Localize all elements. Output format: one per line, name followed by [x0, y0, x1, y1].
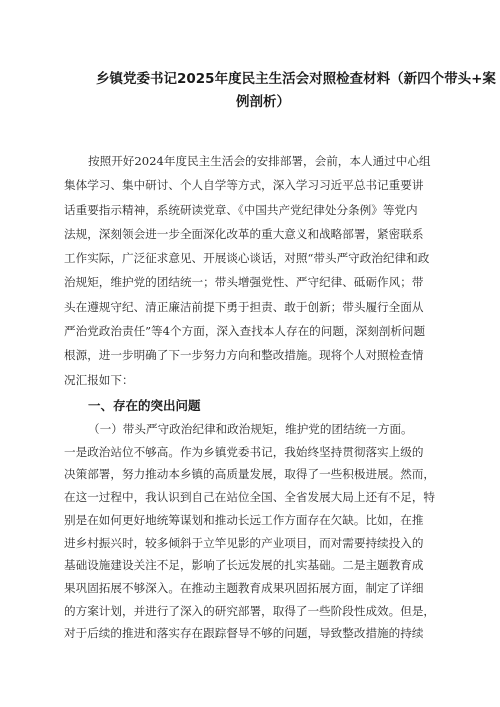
title-line-1: 乡镇党委书记2025年度民主生活会对照检查材料（新四个带头+案 — [96, 71, 496, 87]
intro-paragraph — [64, 149, 456, 392]
document-title — [96, 68, 496, 114]
paragraph-line: 集体学习、集中研讨、个人自学等方式，深入学习习近平总书记重要讲 — [64, 178, 424, 193]
section-paragraph — [64, 418, 456, 645]
paragraph-line: 一是政治站位不够高。作为乡镇党委书记，我始终坚持贯彻落实上级的 — [64, 444, 424, 459]
paragraph-line: 况汇报如下： — [64, 372, 134, 387]
paragraph-line: 工作实际，广泛征求意见、开展谈心谈话，对照“带头严守政治纪律和政 — [64, 251, 430, 266]
paragraph-line: 进乡村振兴时，较多倾斜于立竿见影的产业项目，而对需要持续投入的 — [64, 535, 424, 550]
paragraph-line: 在这一过程中，我认识到自己在站位全国、全省发展大局上还有不足，特 — [64, 490, 436, 505]
paragraph-line: 治规矩，维护党的团结统一；带头增强党性、严守纪律、砥砺作风；带 — [64, 275, 424, 290]
title-line-2: 例剖析） — [236, 94, 290, 110]
subsection-heading: （一）带头严守政治纪律和政治规矩，维护党的团结统一方面。 — [88, 422, 413, 436]
paragraph-line: 基础设施建设关注不足，影响了长远发展的扎实基础。二是主题教育成 — [64, 558, 424, 573]
paragraph-line: 对于后续的推进和落实存在跟踪督导不够的问题，导致整改措施的持续 — [64, 626, 424, 641]
paragraph-line: 话重要指示精神，系统研读党章、《中国共产党纪律处分条例》等党内 — [64, 202, 418, 217]
section-heading: 一、存在的突出问题 — [88, 398, 201, 413]
paragraph-line: 别是在如何更好地统筹谋划和推动长远工作方面存在欠缺。比如，在推 — [64, 512, 424, 527]
paragraph-line: 决策部署，努力推动本乡镇的高质量发展，取得了一些积极进展。然而， — [64, 467, 436, 482]
paragraph-line: 根源，进一步明确了下一步努力方向和整改措施。现将个人对照检查情 — [64, 348, 424, 363]
paragraph-line: 按照开好2024年度民主生活会的安排部署，会前，本人通过中心组 — [88, 154, 431, 168]
paragraph-line: 头在遵规守纪、清正廉洁前提下勇于担责、敢于创新；带头履行全面从 — [64, 299, 424, 314]
paragraph-line: 果巩固拓展不够深入。在推动主题教育成果巩固拓展方面，制定了详细 — [64, 580, 424, 595]
paragraph-line: 的方案计划，并进行了深入的研究部署，取得了一些阶段性成效。但是， — [64, 603, 436, 618]
paragraph-line: 法规，深刻领会进一步全面深化改革的重大意义和战略部署，紧密联系 — [64, 226, 424, 241]
paragraph-line: 严治党政治责任”等4个方面，深入查找本人存在的问题，深刻剖析问题 — [64, 324, 426, 339]
